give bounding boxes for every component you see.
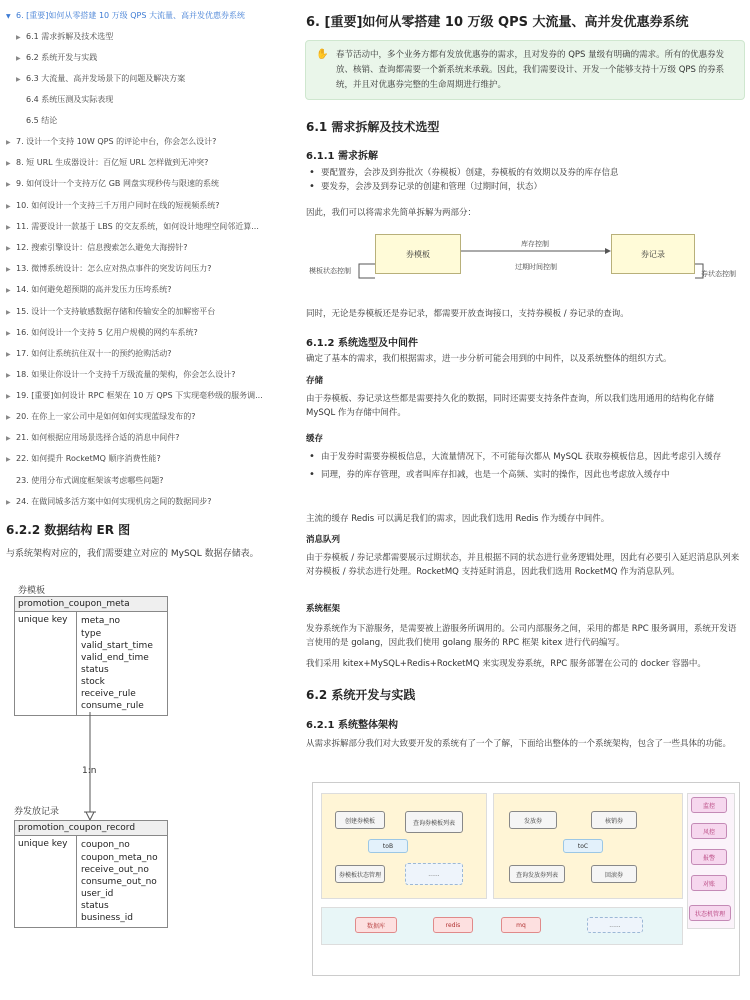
mq-heading: 消息队列 [306, 535, 341, 545]
req-bullet-list [307, 166, 745, 194]
er-field: user_id [81, 889, 114, 899]
er-table-coupon-record [14, 820, 168, 928]
chevron-right-icon[interactable]: ▶ [6, 351, 11, 358]
redis-text: 主流的缓存 Redis 可以满足我们的需求，因此我们选用 Redis 作为缓存中间件。 [306, 514, 610, 524]
chevron-right-icon[interactable]: ▶ [6, 414, 11, 421]
chevron-right-icon[interactable]: ▶ [6, 456, 11, 463]
er-table2-key: unique key [15, 836, 77, 927]
er-field: valid_start_time [81, 641, 153, 651]
system-architecture-diagram [312, 782, 740, 976]
er-field: coupon_no [81, 840, 130, 850]
arch-box: 风控 [691, 823, 727, 839]
chevron-right-icon[interactable]: ▶ [6, 181, 11, 188]
mq-text: 由于券模板 / 券记录都需要展示过期状态，并且根据不同的状态进行业务逻辑处理，因此有必要引入延迟消息队列来对券模板 / 券状态进行处理。RocketMQ 支持延时消息，因此我们选用 RocketMQ 作为消息队列。 [306, 553, 740, 577]
article-title: 6. [重要]如何从零搭建 10 万级 QPS 大流量、高并发优惠券系统 [306, 15, 689, 30]
framework-text: 发券系统作为下游服务，是需要被上游服务所调用的。公司内部服务之间，采用的都是 RPC 服务调用，系统开发语言使用的是 golang，因此我们使用 golang 服务的 RPC 框架 kitex 进行代码编写。 [306, 624, 737, 648]
select-text: 确定了基本的需求，我们根据需求，进一步分析可能会用到的中间件，以及系统整体的组织方式。 [306, 354, 672, 364]
toc-item-label: 7. 设计一个支持 10W QPS 的评论中台，你会怎么设计? [16, 137, 217, 146]
er-table1-key: unique key [15, 612, 77, 715]
toc-item-label: 6.1 需求拆解及技术选型 [26, 32, 114, 41]
er-table2-fields [77, 836, 158, 927]
arch-box: 监控 [691, 797, 727, 813]
chevron-right-icon[interactable]: ▶ [16, 76, 21, 83]
toc-item-label: 18. 如果让你设计一个支持千万级流量的架构，你会怎么设计? [16, 370, 236, 379]
toc-item-label: 6.5 结论 [26, 116, 58, 125]
arch-box: 查询券模板列表 [405, 811, 463, 833]
list-item: • 要配置券，会涉及到券批次（券模板）创建，券模板的有效期以及券的库存信息 [307, 166, 745, 180]
chevron-right-icon[interactable]: ▶ [6, 372, 11, 379]
er-section-title: 6.2.2 数据结构 ER 图 [6, 523, 131, 537]
toc-item-label: 19. [重要]如何设计 RPC 框架在 10 万 QPS 下实现毫秒级的服务调... [16, 391, 263, 400]
section-6-1-title: 6.1 需求拆解及技术选型 [306, 120, 440, 134]
toc-item-label: 11. 需要设计一款基于 LBS 的交友系统，如何设计地理空间邻近算... [16, 222, 259, 231]
chevron-right-icon[interactable]: ▶ [6, 224, 11, 231]
section-6-1-1-title: 6.1.1 需求拆解 [306, 151, 378, 162]
arch-box: 核销券 [591, 811, 637, 829]
query-text: 同时，无论是券模板还是券记录，都需要开放查询接口，支持券模板 / 券记录的查询。 [306, 309, 629, 319]
er-intro-text: 与系统架构对应的，我们需要建立对应的 MySQL 数据存储表。 [6, 549, 259, 559]
framework-heading: 系统框架 [306, 604, 341, 614]
toc-item-label: 13. 微博系统设计：怎么应对热点事件的突发访问压力? [16, 264, 212, 273]
section-6-1-2-title: 6.1.2 系统选型及中间件 [306, 338, 418, 349]
er-relation-label: 1:n [82, 766, 97, 776]
toc-item-label: 17. 如何让系统抗住双十一的预约抢购活动? [16, 349, 172, 358]
cache-bullet-list [307, 450, 745, 482]
flow-box-coupon-meta: 券模板 [375, 234, 461, 274]
toc-item-label: 6.2 系统开发与实践 [26, 53, 98, 62]
flow-label-coupon-status: 券状态控制 [701, 270, 736, 278]
chevron-right-icon[interactable]: ▶ [6, 435, 11, 442]
toc-item-label: 6.4 系统压测及实际表现 [26, 95, 114, 104]
toc-item-label: 16. 如何设计一个支持 5 亿用户规模的网约车系统? [16, 328, 198, 337]
toc-item-label: 23. 使用分布式调度框架该考虑哪些问题? [16, 476, 164, 485]
toc-item-label: 15. 设计一个支持敏感数据存储和传输安全的加解密平台 [16, 307, 216, 316]
toc-item-label: 22. 如何提升 RocketMQ 顺序消费性能? [16, 454, 161, 463]
toc-item-label: 6.3 大流量、高并发场景下的问题及解决方案 [26, 74, 186, 83]
section-6-2-title: 6.2 系统开发与实践 [306, 688, 416, 702]
toc-item-label: 10. 如何设计一个支持三千万用户同时在线的短视频系统? [16, 201, 220, 210]
er-table2-name: promotion_coupon_record [15, 821, 167, 836]
chevron-right-icon[interactable]: ▶ [6, 393, 11, 400]
er-field: meta_no [81, 616, 121, 626]
chevron-right-icon[interactable]: ▶ [16, 34, 21, 41]
chevron-right-icon[interactable]: ▶ [6, 499, 11, 506]
storage-heading: 存储 [306, 376, 324, 386]
section-6-2-1-title: 6.2.1 系统整体架构 [306, 720, 398, 731]
arch-box: 回滚券 [591, 865, 637, 883]
er-field: consume_out_no [81, 877, 157, 887]
thumbs-up-icon: ✋ [316, 49, 329, 60]
flow-label-stock: 库存控制 [521, 240, 549, 248]
arch-box: 数据库 [355, 917, 397, 933]
flow-label-expire: 过期时间控制 [515, 263, 557, 271]
storage-text: 由于券模板、券记录这些都是需要持久化的数据，同时还需要支持条件查询，所以我们选用通用的结构化存储 MySQL 作为存储中间件。 [306, 394, 715, 418]
arch-box: 发放券 [509, 811, 557, 829]
arch-intro-text: 从需求拆解部分我们对大致要开发的系统有了一个了解，下面给出整体的一个系统架构，包含了一些具体的功能。 [306, 739, 732, 749]
cache-heading: 缓存 [306, 434, 324, 444]
er-table2-label: 券发放记录 [14, 807, 60, 817]
er-table1-name: promotion_coupon_meta [15, 597, 167, 612]
chevron-right-icon[interactable]: ▶ [6, 330, 11, 337]
arch-box: ...... [405, 863, 463, 885]
requirement-flow-diagram [305, 226, 745, 286]
er-field: valid_end_time [81, 653, 149, 663]
chevron-right-icon[interactable]: ▶ [6, 309, 11, 316]
callout-box [305, 40, 745, 100]
list-item: • 要发券，会涉及到券记录的创建和管理（过期时间，状态） [307, 180, 745, 194]
er-field: type [81, 629, 102, 639]
er-field: receive_out_no [81, 865, 149, 875]
arch-box: ...... [587, 917, 643, 933]
list-item: • 由于发券时需要券模板信息，大流量情况下，不可能每次都从 MySQL 获取券模板信息，因此考虑引入缓存 [307, 450, 745, 464]
er-field: coupon_meta_no [81, 853, 158, 863]
arch-box: 券模板状态管理 [335, 865, 385, 883]
toc-item-label: 20. 在你上一家公司中是如何如何实现蓝绿发布的? [16, 412, 196, 421]
arch-box: 对账 [691, 875, 727, 891]
er-field: receive_rule [81, 689, 136, 699]
er-table1-label: 券模板 [18, 586, 46, 596]
list-item: • 同理，券的库存管理，或者叫库存扣减，也是一个高频、实时的操作，因此也考虑放入缓存中 [307, 468, 745, 482]
stack-text: 我们采用 kitex+MySQL+Redis+RocketMQ 来实现发券系统，RPC 服务部署在公司的 docker 容器中。 [306, 659, 706, 669]
flow-box-coupon-record: 券记录 [611, 234, 695, 274]
arch-box: 查询发放券列表 [509, 865, 565, 883]
chevron-right-icon[interactable]: ▶ [6, 287, 11, 294]
toc-item-label: 9. 如何设计一个支持万亿 GB 网盘实现秒传与限速的系统 [16, 179, 219, 188]
toc-item-label: 24. 在做同城多活方案中如何实现机房之间的数据同步? [16, 497, 212, 506]
split-text: 因此，我们可以将需求先简单拆解为两部分： [306, 208, 477, 218]
arch-box: toC [563, 839, 603, 853]
er-field: status [81, 665, 109, 675]
toc-item-label: 21. 如何根据应用场景选择合适的消息中间件? [16, 433, 180, 442]
er-field: consume_rule [81, 701, 144, 711]
er-field: business_id [81, 913, 133, 923]
chevron-down-icon[interactable]: ▼ [6, 13, 11, 20]
flow-label-meta-status: 模板状态控制 [309, 267, 351, 275]
arch-box: 创建券模板 [335, 811, 385, 829]
toc-item-label: 8. 短 URL 生成器设计：百亿短 URL 怎样做到无冲突? [16, 158, 209, 167]
chevron-right-icon[interactable]: ▶ [6, 139, 11, 146]
chevron-right-icon[interactable]: ▶ [6, 266, 11, 273]
toc-item-label: 6. [重要]如何从零搭建 10 万级 QPS 大流量、高并发优惠券系统 [16, 11, 245, 20]
arch-box: 状态机管理 [689, 905, 731, 921]
flow-arrows [305, 226, 745, 286]
er-field: stock [81, 677, 105, 687]
chevron-right-icon[interactable]: ▶ [16, 55, 21, 62]
callout-text: 春节活动中，多个业务方都有发放优惠券的需求，且对发券的 QPS 量级有明确的需求。所有的优惠券发放、核销、查询都需要一个新系统来承载。因此，我们需要设计、开发一个能够支持十万级 QPS 的券系统，并且对优惠券完整的生命周期进行维护。 [336, 50, 725, 90]
chevron-right-icon[interactable]: ▶ [6, 245, 11, 252]
chevron-right-icon[interactable]: ▶ [6, 203, 11, 210]
chevron-right-icon[interactable]: ▶ [6, 160, 11, 167]
arch-box: toB [368, 839, 408, 853]
toc-item-label: 12. 搜索引擎设计：信息搜索怎么避免大海捞针? [16, 243, 188, 252]
arch-box: mq [501, 917, 541, 933]
arch-box: 报警 [691, 849, 727, 865]
arch-box: redis [433, 917, 473, 933]
er-field: status [81, 901, 109, 911]
toc-item-label: 14. 如何避免超预期的高并发压力压垮系统? [16, 285, 172, 294]
